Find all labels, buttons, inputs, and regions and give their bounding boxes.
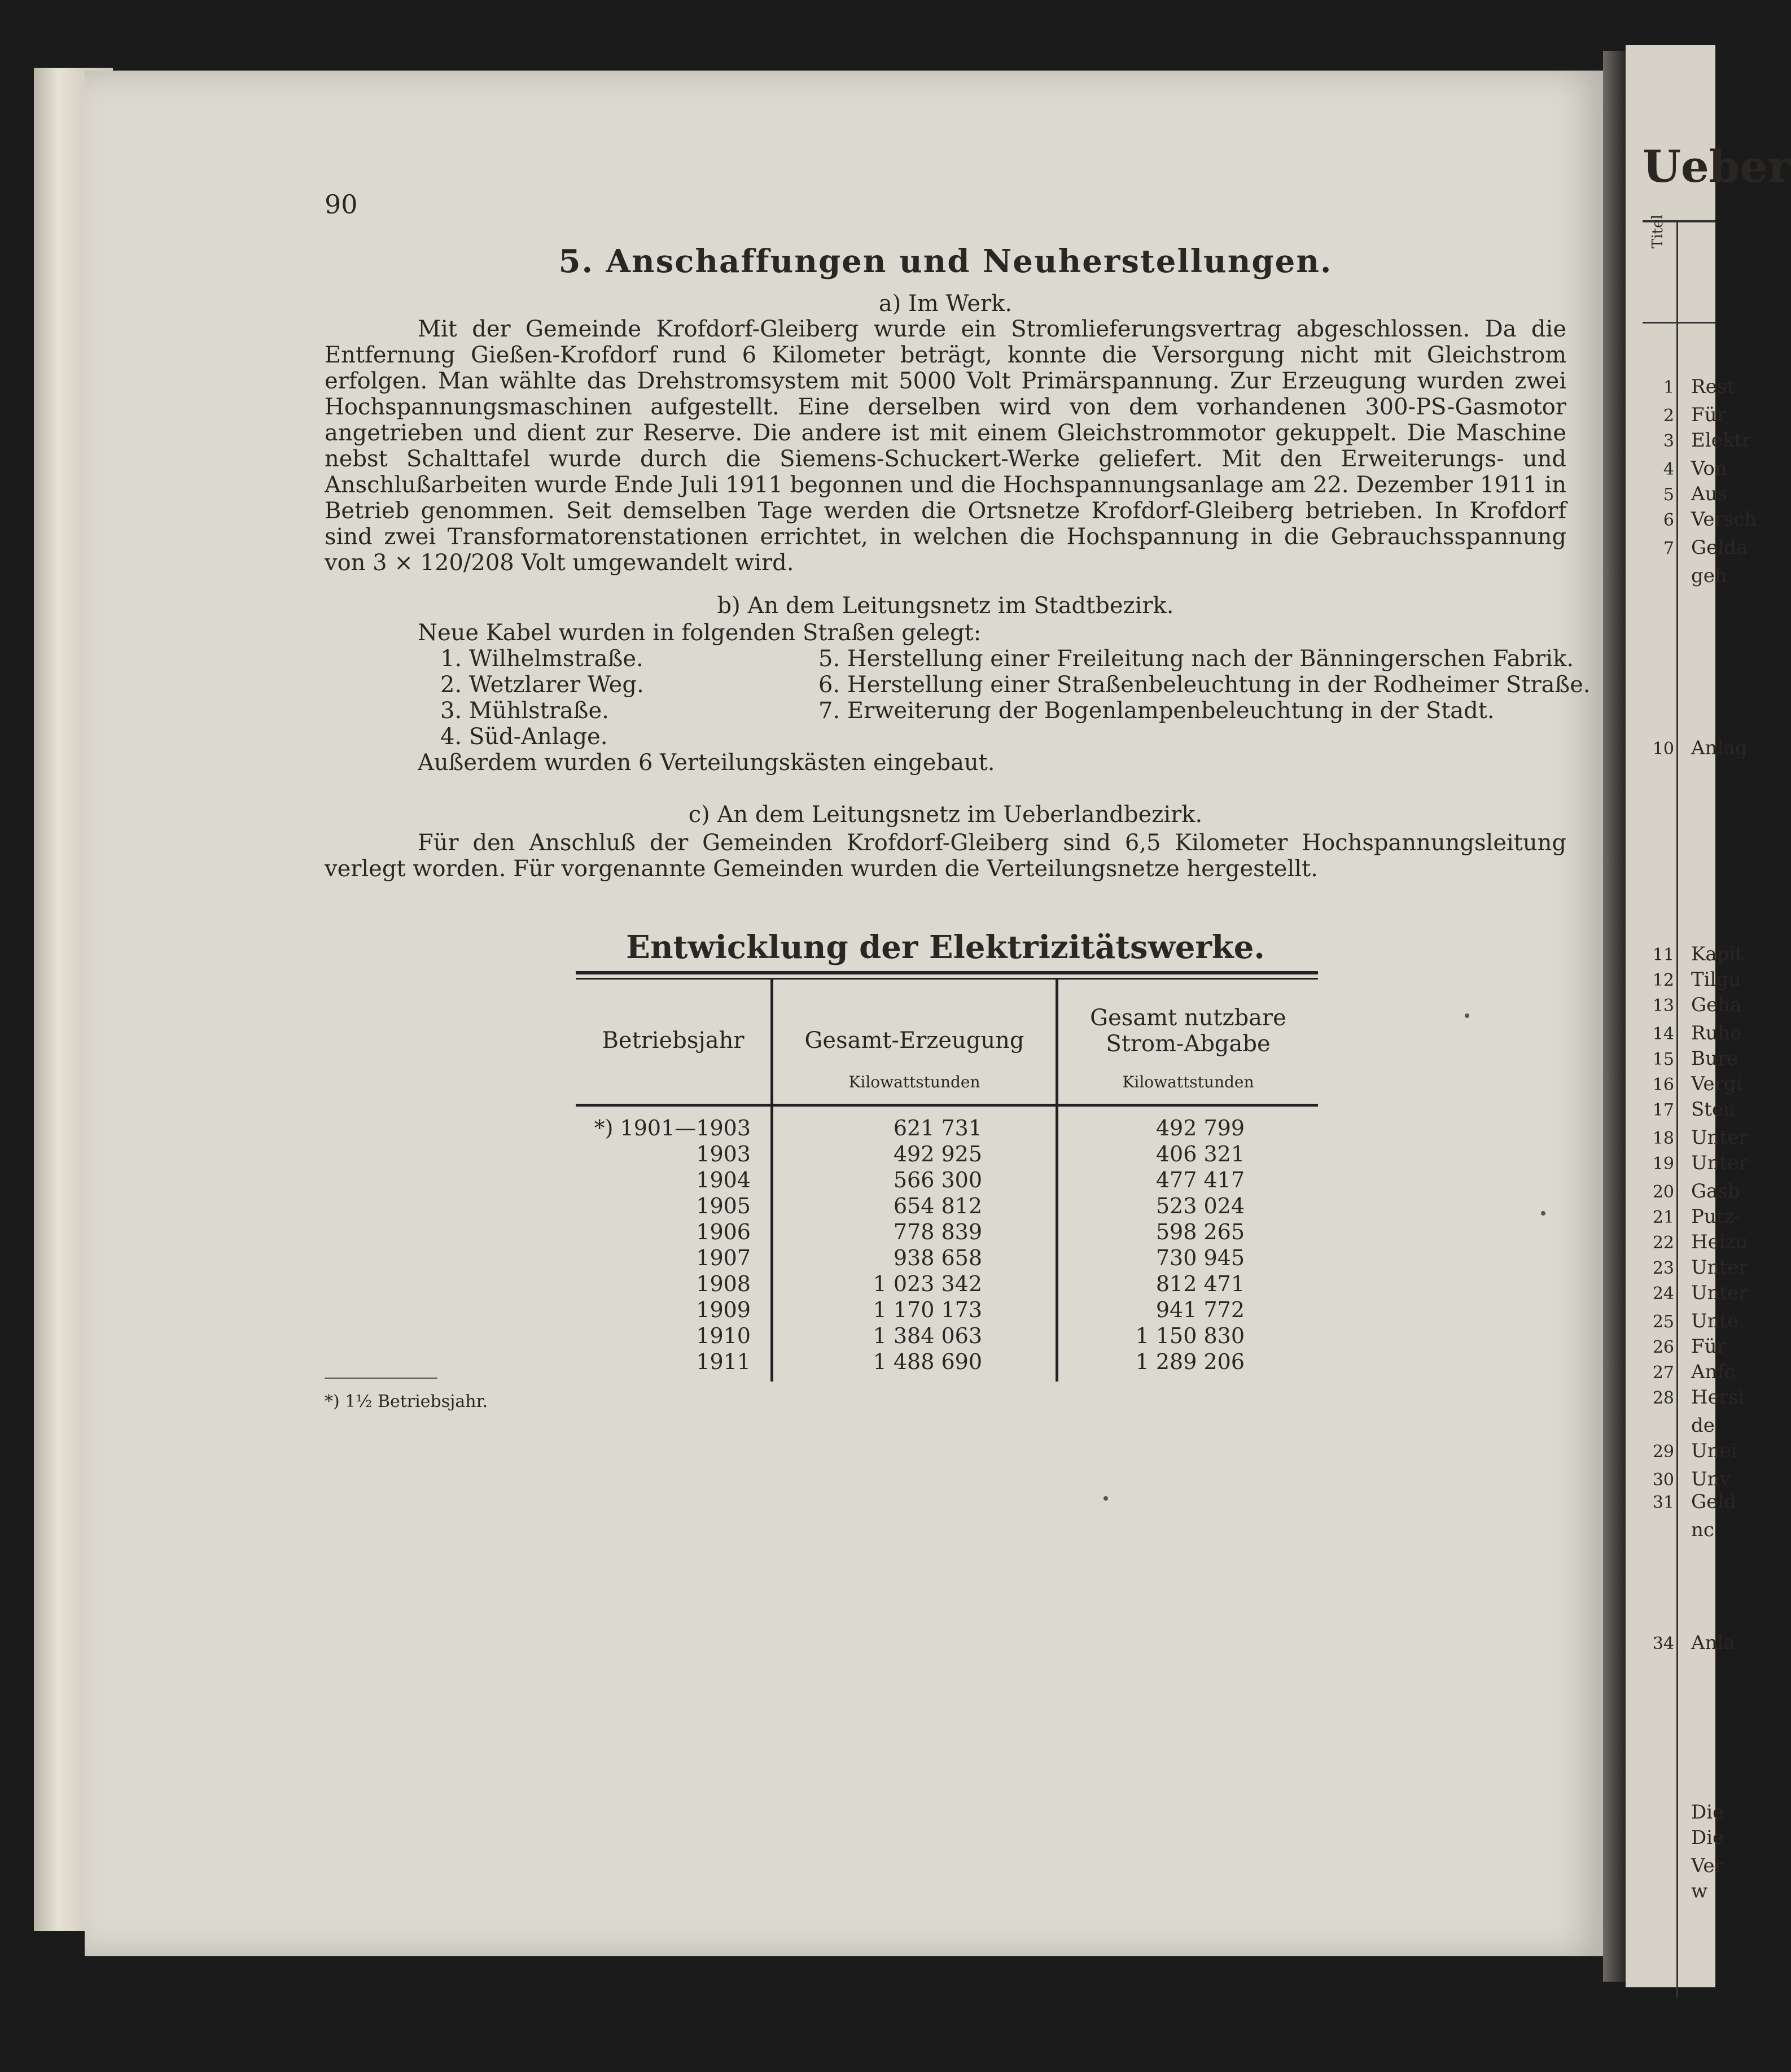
right-page-row-number: 34 [1652, 1634, 1674, 1654]
right-page-row [1637, 968, 1741, 995]
right-page-row-text: Ver [1691, 1855, 1724, 1877]
right-page-row-text: geh [1691, 565, 1727, 587]
page-number: 90 [325, 189, 358, 220]
table-cell-abgabe: 730 945 [1155, 1245, 1245, 1270]
right-page-row-text: Unv [1691, 1468, 1731, 1490]
table-cell-abgabe: 477 417 [1155, 1168, 1245, 1192]
right-page-row-text: Bure [1691, 1047, 1739, 1070]
right-page-row-text: Unter [1691, 1152, 1748, 1174]
subsection-b-outro [325, 750, 1566, 776]
right-page-row-number: 4 [1663, 460, 1674, 479]
right-page-row-number: 29 [1652, 1442, 1674, 1462]
table-cell-erzeugung: 1 170 173 [873, 1297, 982, 1322]
right-page-row [1637, 483, 1727, 510]
right-page-row-text: Unter [1691, 1126, 1748, 1149]
right-page-row-text: Gelda [1691, 536, 1748, 559]
table-cell-year: *) 1901—1903 [594, 1116, 751, 1140]
street-list-item: 7. Erweiterung der Bogenlampenbeleuchtung in der Stadt. [818, 698, 1495, 724]
table-title: Entwicklung der Elektrizitätswerke. [626, 929, 1265, 966]
right-page-row-number: 7 [1663, 539, 1674, 558]
table-cell-year: 1908 [696, 1271, 751, 1296]
subsection-b-intro [325, 620, 1566, 646]
right-page-row-text: Unei [1691, 1440, 1737, 1462]
col-header-erzeugung: Gesamt-Erzeugung [804, 1028, 1024, 1054]
right-page-row-number: 30 [1652, 1470, 1674, 1490]
right-page-row-text: Die [1691, 1801, 1724, 1824]
right-page-row [1637, 1361, 1736, 1388]
right-page-row [1637, 404, 1726, 431]
right-page-row-text: Unter [1691, 1256, 1748, 1279]
right-page-row-text: de [1691, 1414, 1715, 1437]
subsection-a-text [325, 316, 1566, 576]
right-page-row-text: nc [1691, 1519, 1714, 1541]
street-list-left [440, 646, 644, 750]
right-page-row [1637, 1632, 1735, 1659]
right-page-row [1637, 1880, 1715, 1907]
right-page-row-text: Für [1691, 1335, 1726, 1358]
print-speck [1103, 1496, 1108, 1501]
right-page-row-number: 27 [1652, 1363, 1674, 1383]
table-top-rule [576, 978, 1318, 980]
right-page-row [1637, 429, 1751, 456]
right-page-row-number: 12 [1652, 971, 1674, 990]
table-cell-abgabe: 941 772 [1155, 1297, 1245, 1322]
right-page-row-text: Heizu [1691, 1231, 1748, 1253]
right-page-row [1637, 943, 1743, 970]
subsection-c-text [325, 830, 1566, 882]
right-page-row-number: 26 [1652, 1337, 1674, 1357]
right-page-row-text: Unter [1691, 1282, 1748, 1304]
right-page-row-text: Kapit [1691, 943, 1743, 965]
production-table [576, 971, 1318, 1564]
right-page-rule [1643, 322, 1715, 324]
table-cell-erzeugung: 1 384 063 [873, 1323, 982, 1348]
street-list-item: 4. Süd-Anlage. [440, 724, 608, 750]
right-page-row-number: 31 [1652, 1493, 1674, 1513]
right-page-row [1637, 1801, 1724, 1828]
right-page-row [1637, 1335, 1726, 1362]
right-page-header: Titel [1649, 215, 1666, 248]
table-cell-erzeugung: 938 658 [893, 1245, 982, 1270]
footnote: *) 1½ Betriebsjahr. [325, 1392, 488, 1411]
right-page-row-number: 17 [1652, 1100, 1674, 1120]
table-cell-erzeugung: 778 839 [893, 1219, 982, 1244]
right-page-row-text: Die [1691, 1826, 1724, 1849]
table-cell-year: 1905 [696, 1194, 751, 1218]
right-page-row [1637, 1310, 1739, 1337]
right-page-row [1637, 1231, 1748, 1258]
street-list-right [818, 646, 1591, 724]
right-page-row-number: 1 [1663, 378, 1674, 397]
right-page-row [1637, 565, 1727, 592]
right-page-row-number: 11 [1652, 945, 1674, 965]
right-page-row-number: 5 [1663, 485, 1674, 505]
right-page-row-text: Versch [1691, 508, 1757, 531]
right-page-row-text: Geld [1691, 1490, 1736, 1513]
subsection-a-title: a) Im Werk. [878, 291, 1013, 317]
right-page-row-text: Ruhe [1691, 1022, 1742, 1044]
right-page-row-text: Steu [1691, 1098, 1736, 1121]
table-cell-year: 1907 [696, 1245, 751, 1270]
right-page-row [1637, 457, 1727, 484]
table-cell-erzeugung: 621 731 [893, 1116, 982, 1140]
subsection-b-outro-text: Außerdem wurden 6 Verteilungskästen eingebaut. [418, 750, 995, 776]
col-header-abgabe-line2: Strom-Abgabe [1106, 1031, 1271, 1057]
right-page-row-number: 6 [1663, 510, 1674, 530]
table-cell-year: 1909 [696, 1297, 751, 1322]
right-page-row-text: Anfc [1691, 1361, 1736, 1383]
right-page-row-text: Hersi [1691, 1386, 1745, 1409]
right-page-row [1637, 1098, 1736, 1125]
subsection-b-title: b) An dem Leitungsnetz im Stadtbezirk. [717, 593, 1174, 619]
print-speck [1541, 1211, 1545, 1216]
right-page-row-number: 16 [1652, 1075, 1674, 1095]
book-gutter [1603, 51, 1626, 1982]
print-speck [1465, 1013, 1469, 1018]
subsection-b-intro-text: Neue Kabel wurden in folgenden Straßen gelegt: [418, 620, 982, 646]
street-list-item: 3. Mühlstraße. [440, 698, 609, 724]
right-page-row-number: 18 [1652, 1129, 1674, 1148]
right-page-row [1637, 508, 1757, 535]
col-unit-abgabe: Kilowattstunden [1122, 1073, 1254, 1091]
col-header-year: Betriebsjahr [602, 1028, 745, 1054]
right-page-row [1637, 994, 1742, 1021]
col-header-abgabe-line1: Gesamt nutzbare [1090, 1005, 1286, 1031]
right-page-row-number: 2 [1663, 406, 1674, 426]
right-page-row-text: Anla [1691, 1632, 1735, 1654]
table-cell-abgabe: 523 024 [1155, 1194, 1245, 1218]
table-header-rule [576, 1104, 1318, 1107]
right-page-row [1637, 1386, 1745, 1413]
right-page-row-text: Elektr [1691, 429, 1751, 452]
right-page-row-number: 23 [1652, 1258, 1674, 1278]
section-heading: 5. Anschaffungen und Neuherstellungen. [558, 243, 1333, 280]
table-cell-erzeugung: 1 488 690 [873, 1349, 982, 1374]
table-cell-year: 1904 [696, 1168, 751, 1192]
right-page-row [1637, 1126, 1748, 1153]
right-page-row-text: Von [1691, 457, 1727, 480]
right-page-row [1637, 1152, 1748, 1179]
table-cell-abgabe: 1 150 830 [1135, 1323, 1245, 1348]
right-page-row [1637, 1205, 1741, 1232]
street-list-item: 2. Wetzlarer Weg. [440, 672, 644, 698]
right-page-row [1637, 1490, 1736, 1518]
right-page-row [1637, 1440, 1737, 1467]
right-page-row [1637, 1073, 1742, 1100]
subsection-c-title: c) An dem Leitungsnetz im Ueberlandbezirk. [688, 802, 1203, 828]
right-page-row [1637, 1047, 1739, 1074]
right-page-row-text: Für [1691, 404, 1726, 426]
right-page-row-text: Geha [1691, 994, 1742, 1016]
right-page-title: Ueber [1643, 141, 1791, 193]
right-page-fragment [1626, 45, 1791, 1987]
right-page-row [1637, 1022, 1742, 1049]
table-cell-erzeugung: 566 300 [893, 1168, 982, 1192]
right-page-row [1637, 1855, 1724, 1882]
street-list-item: 1. Wilhelmstraße. [440, 646, 643, 672]
right-page-row [1637, 1256, 1748, 1283]
table-cell-erzeugung: 1 023 342 [873, 1271, 982, 1296]
footnote-rule [325, 1378, 437, 1379]
right-page-row [1637, 536, 1748, 563]
table-cell-year: 1906 [696, 1219, 751, 1244]
right-page-row [1637, 737, 1748, 764]
right-page-row [1637, 375, 1735, 403]
right-page-row [1637, 1826, 1724, 1854]
subsection-a-paragraph: Mit der Gemeinde Krofdorf-Gleiberg wurde ein Stromlieferungsvertrag abgeschlossen. Da die Entfernung Gießen-Krofdorf rund 6 Kilometer beträgt, konnte die Versorgung nicht mit Gleichstrom erfolgen. Man wählte das Drehstromsystem mit 5000 Volt Primärspannung. Zur Erzeugung wurden zwei Hochspannungsmaschinen aufgestellt. Eine derselben wird von dem vorhandenen 300-PS-Gasmotor angetrieben und dient zur Reserve. Die andere ist mit einem Gleichstrommotor gekuppelt. Die Maschine nebst Schalttafel wurde durch die Siemens-Schuckert-Werke geliefert. Mit den Erweiterungs- und Anschlußarbeiten wurde Ende Juli 1911 begonnen und die Hochspannungsanlage am 22. Dezember 1911 in Betrieb genommen. Seit demselben Tage werden die Ortsnetze Krofdorf-Gleiberg betrieben. In Krofdorf sind zwei Transformatorenstationen errichtet, in welchen die Hochspannung in die Gebrauchsspannung von 3 × 120/208 Volt umgewandelt wird. [325, 316, 1566, 576]
right-page-row-number: 21 [1652, 1208, 1674, 1227]
right-page-row-number: 28 [1652, 1388, 1674, 1408]
right-page-row-number: 25 [1652, 1312, 1674, 1332]
right-page-row-number: 20 [1652, 1182, 1674, 1202]
right-page-row [1637, 1519, 1715, 1546]
street-list-item: 6. Herstellung einer Straßenbeleuchtung in der Rodheimer Straße. [818, 672, 1591, 698]
right-page-row-text: w [1691, 1880, 1708, 1903]
right-page-row-text: Unte [1691, 1310, 1739, 1332]
table-cell-abgabe: 492 799 [1155, 1116, 1245, 1140]
right-page-row-number: 24 [1652, 1284, 1674, 1304]
street-list-item: 5. Herstellung einer Freileitung nach der Bänningerschen Fabrik. [818, 646, 1574, 672]
right-page-row-text: Tilgu [1691, 968, 1741, 991]
right-page-row-number: 22 [1652, 1233, 1674, 1253]
right-page-row-number: 3 [1663, 431, 1674, 451]
right-page-row-text: Aus [1691, 483, 1727, 505]
right-page-row-number: 10 [1652, 739, 1674, 759]
right-page-row-text: Vergi [1691, 1073, 1742, 1095]
table-cell-abgabe: 812 471 [1155, 1271, 1245, 1296]
right-page-row-number: 13 [1652, 996, 1674, 1016]
right-page-row [1637, 1180, 1740, 1207]
table-cell-year: 1910 [696, 1323, 751, 1348]
table-cell-abgabe: 598 265 [1155, 1219, 1245, 1244]
right-page-row-number: 19 [1652, 1154, 1674, 1174]
right-page-row-number: 15 [1652, 1050, 1674, 1069]
right-page-row-number: 14 [1652, 1024, 1674, 1044]
table-cell-year: 1903 [696, 1142, 751, 1166]
table-cell-abgabe: 1 289 206 [1135, 1349, 1245, 1374]
right-page-row [1637, 1282, 1748, 1309]
table-top-rule [576, 971, 1318, 974]
col-unit-erzeugung: Kilowattstunden [848, 1073, 980, 1091]
right-page-row-text: Rest [1691, 375, 1735, 398]
table-cell-erzeugung: 654 812 [893, 1194, 982, 1218]
right-page-row [1637, 1414, 1715, 1441]
subsection-c-paragraph: Für den Anschluß der Gemeinden Krofdorf-Gleiberg sind 6,5 Kilometer Hochspannungsleitung verlegt worden. Für vorgenannte Gemeinden wurden die Verteilungsnetze hergestellt. [325, 830, 1566, 882]
right-page-row-text: Putz- [1691, 1205, 1741, 1228]
table-cell-year: 1911 [696, 1349, 751, 1374]
table-cell-abgabe: 406 321 [1155, 1142, 1245, 1166]
table-cell-erzeugung: 492 925 [893, 1142, 982, 1166]
right-page-row-text: Anlag [1691, 737, 1748, 759]
right-page-row-text: Gasb [1691, 1180, 1740, 1203]
